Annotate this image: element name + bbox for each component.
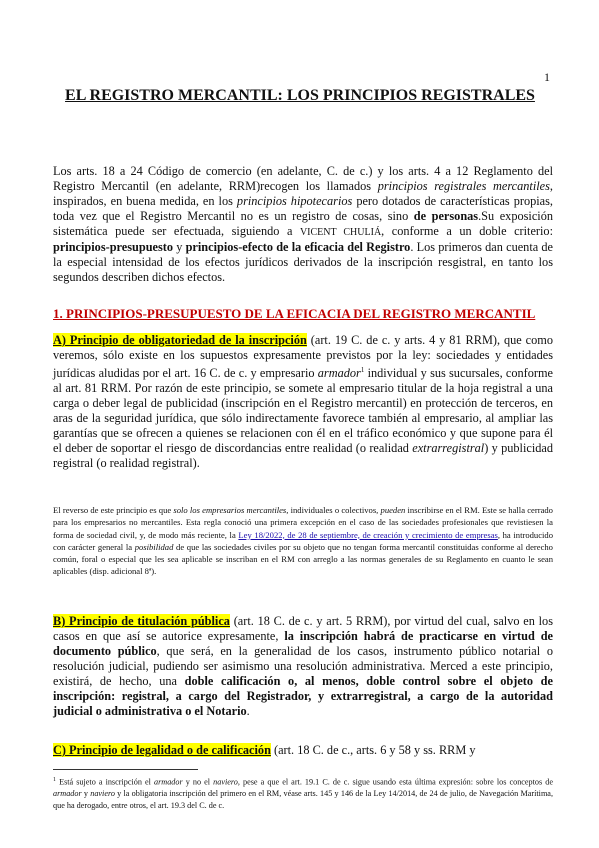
principle-b-heading: B) Principio de titulación pública [53, 614, 230, 628]
principle-c-heading: C) Principio de legalidad o de calificación [53, 743, 271, 757]
principle-a-paragraph: A) Principio de obligatoriedad de la inscripción (art. 19 C. de c. y arts. 4 y 81 RRM), que como veremos, sólo existe en los supuestos expresamente previstos por la ley: sociedades y entidades jurídicas aludidas por el art. 16 C. de c. y empresario armador$^1$ individual y sus sucursales, conforme al art. 81 RRM. Por razón de este principio, se somete al empresario titular de la hoja registral a una carga o deber legal de publicidad (inscripción en el Registro mercantil) en protección de terceros, en aras de la seguridad jurídica, que sólo indirectamente favorece también al empresario, al ampliar las garantías que se ofrecen a quienes se relacionen con él en el tráfico económico y que supone para él el deber de soportar el riesgo de discordancias entre realidad (o realidad extrarregistral) y publicidad registral (o realidad registral). [53, 333, 553, 471]
intro-paragraph: Los arts. 18 a 24 Código de comercio (en adelante, C. de c.) y los arts. 4 a 12 Reglamento del Registro Mercantil (en adelante, RRM)recogen los llamados principios registrales mercantiles, inspirados, en buena medida, en los principios hipotecarios pero dotados de características propias, toda vez que el Registro Mercantil no es un registro de cosas, sino de personas.Su exposición sistemática puede ser efectuada, siguiendo a VICENT CHULIÁ, conforme a un doble criterio: principios-presupuesto y principios-efecto de la eficacia del Registro. Los primeros dan cuenta de la especial intensidad de los efectos jurídicos derivados de la inscripción resgistral, en tanto los segundos describen dichos efectos. [53, 164, 554, 284]
footnote-divider [53, 769, 198, 770]
law-link[interactable]: Ley 18/2022, de 28 de septiembre, de creación y crecimiento de empresas [238, 529, 498, 540]
footnote-text: $^1$ Está sujeto a inscripción el armador y no el naviero, pese a que el art. 19.1 C. de c. sigue usando esta última expresión: sobre los conceptos de armador y naviero y la obligatoria inscripción del primero en el RM, véase arts. 145 y 146 de la Ley 14/2014, de 24 de julio, de Navegación Marítima, que ha derogado, entre otros, el art. 19.3 del C. de c. [53, 777, 554, 810]
document-title: EL REGISTRO MERCANTIL: LOS PRINCIPIOS REGISTRALES [65, 87, 535, 104]
footnote-ref: 1 [360, 366, 365, 374]
principle-b-paragraph: B) Principio de titulación pública (art. 18 C. de c. y art. 5 RRM), por virtud del cual, salvo en los casos en que así se autorice expresamente, la inscripción habrá de practicarse en virtud de documento público, que será, en la generalidad de los casos, instrumento público notarial o resolución judicial, pudiendo ser asimismo una resolución administrativa. Merced a este principio, existirá, de hecho, una doble calificación o, al menos, doble control sobre el objeto de inscripción: registral, a cargo del Registrador, y extrarregistral, a cargo de la autoridad judicial o administrativa o el Notario. [53, 614, 553, 718]
principle-a-heading: A) Principio de obligatoriedad de la inscripción [53, 333, 307, 347]
section-heading-1: 1. PRINCIPIOS-PRESUPUESTO DE LA EFICACIA DEL REGISTRO MERCANTIL [53, 306, 536, 321]
note-paragraph: El reverso de este principio es que solo los empresarios mercantiles, individuales o colectivos, pueden inscribirse en el RM. Este se halla cerrado para los empresarios no mercantiles. Esta regla conoció una primera excepción en el caso de las sociedades profesionales que revistiesen la forma de sociedad civil, y, de modo más reciente, la Ley 18/2022, de 28 de septiembre, de creación y crecimiento de empresas, ha introducido con carácter general la posibilidad de que las sociedades civiles por su objeto que no tengan forma mercantil constituidas conforme al derecho común, foral o especial que les sea aplicable se inscriban en el RM con arreglo a las normas generales de su Reglamento en cuanto le sean aplicables (disp. adicional 8ª). [53, 505, 554, 577]
principle-c-paragraph: C) Principio de legalidad o de calificación (art. 18 C. de c., arts. 6 y 58 y ss. RRM y [53, 743, 476, 757]
page-number: 1 [544, 70, 550, 84]
